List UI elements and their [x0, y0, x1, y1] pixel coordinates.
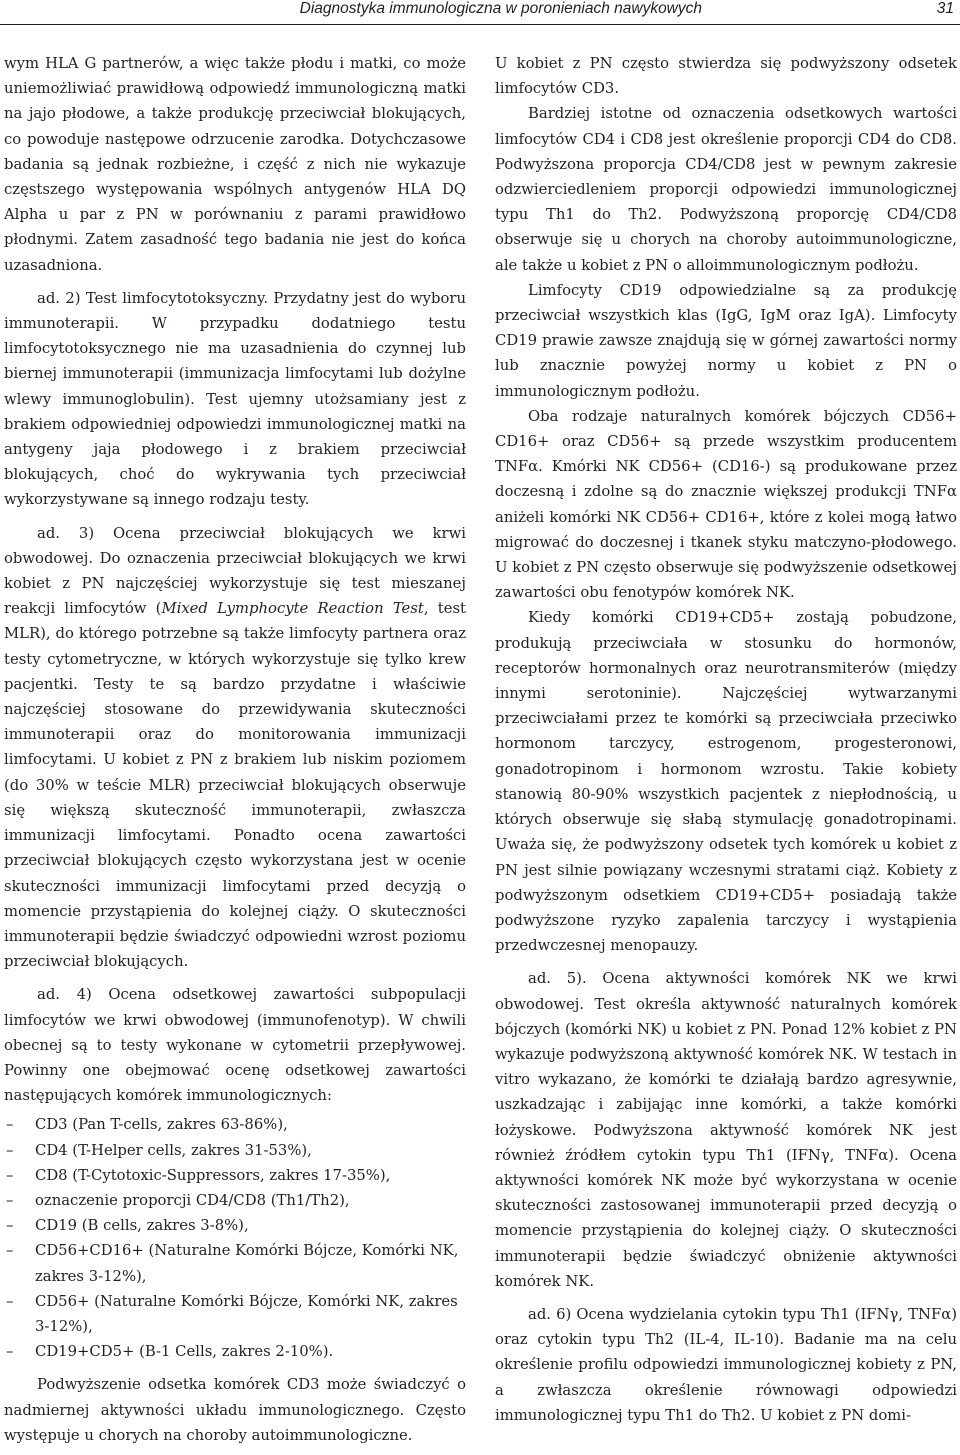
- paragraph-cytokines: ad. 6) Ocena wydzielania cytokin typu Th1 (IFNγ, TNFα) oraz cytokin typu Th2 (IL-4, IL-10). Badanie ma na celu określenie profilu odpowiedzi immunologicznej kobiety z PN, a zwłaszcza określenie równowagi odpowiedzi immunologicznej typu Th1 do Th2. U kobiet z PN domi-: [495, 1305, 957, 1424]
- paragraph-cd4-cd8: Bardziej istotne od oznaczenia odsetkowych wartości limfocytów CD4 i CD8 jest określenie proporcji CD4 do CD8. Podwyższona proporcja CD4/CD8 jest w pewnym zakresie odzwierciedleniem proporcji odpowiedzi immunologicznej typu Th1 do Th2. Podwyższoną proporcję CD4/CD8 obserwuje się u chorych na choroby autoimmunologiczne, ale także u kobiet z PN o alloimmunologicznym podłożu.: [495, 105, 957, 274]
- paragraph-cd19: Limfocyty CD19 odpowiedzialne są za produkcję przeciwciał wszystkich klas (IgG, IgM oraz IgA). Limfocyty CD19 prawie zawsze znajdują się w górnej zawartości normy lub znacznie powyżej normy u kobiet z PN o immunologicznym podłożu.: [495, 281, 957, 400]
- list-item: – CD3 (Pan T-cells, zakres 63-86%),: [4, 1112, 466, 1137]
- header-rule: [0, 24, 960, 25]
- page-number: 31: [936, 0, 954, 17]
- paragraph-cd19-cd5: Kiedy komórki CD19+CD5+ zostają pobudzone, produkują przeciwciała w stosunku do hormonów, receptorów hormonalnych oraz neurotransmiterów (między innymi serotoninie). Najczęściej wytwarzanymi przeciwciałami przez te komórki są przeciwciała przeciwko hormonom tarczycy, estrogenom, progesteronowi, gonadotropinom i hormonom wzrostu. Takie kobiety stanowią 80-90% wszystkich pacjentek z niepłodnością, u których obserwuje się słabą stymulację gonadotropinami. Uważa się, że podwyższony odsetek tych komórek u kobiet z PN jest silnie powiązany wczesnymi stratami ciąż. Kobiety z podwyższonym odsetkiem CD19+CD5+ posiadają także podwyższone ryzyko zapalenia tarczycy i wystąpienia przedwczesnej menopauzy.: [495, 609, 957, 955]
- paragraph-hla: wym HLA G partnerów, a więc także płodu i matki, co może uniemożliwiać prawidłową odpowiedź immunologiczną matki na jajo płodowe, a także produkcję przeciwciał blokujących, co powoduje następowe odrzucenie zarodka. Dotychczasowe badania są jednak rozbieżne, i część z nich nie wykazuje częstszego występowania wspólnych antygenów HLA DQ Alpha u par z PN w porównaniu z parami prawidłowo płodnymi. Zatem zasadność tego badania nie jest do końca uzasadniona.: [4, 55, 466, 274]
- paragraph-immunophenotype: ad. 4) Ocena odsetkowej zawartości subpopulacji limfocytów we krwi obwodowej (immunofenotyp). W chwili obecnej są to testy wykonane w cytometrii przepływowej. Powinny one obejmować ocenę odsetkowej zawartości następujących komórek immunologicznych:: [4, 986, 466, 1105]
- paragraph-nk-activity: ad. 5). Ocena aktywności komórek NK we krwi obwodowej. Test określa aktywność naturalnych komórek bójczych (komórki NK) u kobiet z PN. Ponad 12% kobiet z PN wykazuje podwyższoną aktywność komórek NK. W testach in vitro wykazano, że komórki te działają bardzo agresywnie, uszkadzając i zabijając inne komórki, a także komórki łożyskowe. Podwyższona aktywność komórek NK jest również źródłem cytokin typu Th1 (IFNγ, TNFα). Ocena aktywności komórek NK może być wykorzystana w ocenie skuteczności zastosowanej immunoterapii przed decyzją o momencie przystąpienia do kolejnej ciąży. O skuteczności immunoterapii będzie świadczyć obniżenie aktywności komórek NK.: [495, 970, 957, 1290]
- running-header-title: Diagnostyka immunologiczna w poronieniach nawykowych: [299, 0, 702, 17]
- paragraph-text: , test MLR), do którego potrzebne są także limfocyty partnera oraz testy cytometryczne, w których wykorzystuje się tylko krew pacjentki. Testy te są bardzo przydatne i właściwie najczęściej stosowane do przewidywania skuteczności immunoterapii oraz do monitorowania immunizacji limfocytami. U kobiet z PN z brakiem lub niskim poziomem (do 30% w teście MLR) przeciwciał blokujących obserwuje się większą skuteczność immunoterapii, zwłaszcza immunizacji limfocytami. Ponadto ocena zawartości przeciwciał blokujących często wykorzystana jest w ocenie skuteczności immunizacji limfocytami przed decyzją o momencie przystąpienia do kolejnej ciąży. O skuteczności immunoterapii będzie świadczyć odpowiedni wzrost poziomu przeciwciał blokujących.: [4, 600, 466, 971]
- italic-term: Mixed Lymphocyte Reaction Test: [161, 600, 424, 618]
- list-item: – oznaczenie proporcji CD4/CD8 (Th1/Th2),: [4, 1188, 466, 1213]
- cell-list: [4, 1112, 466, 1364]
- list-item: – CD56+ (Naturalne Komórki Bójcze, Komórki NK, zakres 3-12%),: [4, 1289, 466, 1339]
- left-column: [4, 51, 466, 1448]
- paragraph-cd3: Podwyższenie odsetka komórek CD3 może świadczyć o nadmiernej aktywności układu immunologicznego. Często występuje u chorych na choroby autoimmunologiczne.: [4, 1376, 466, 1444]
- right-column: [495, 51, 957, 1428]
- list-item: – CD8 (T-Cytotoxic-Suppressors, zakres 17-35%),: [4, 1163, 466, 1188]
- running-header: [0, 0, 960, 28]
- list-item: – CD4 (T-Helper cells, zakres 31-53%),: [4, 1138, 466, 1163]
- paragraph-blocking-antibodies: [4, 521, 466, 975]
- list-item: – CD19+CD5+ (B-1 Cells, zakres 2-10%).: [4, 1339, 466, 1364]
- list-item: – CD56+CD16+ (Naturalne Komórki Bójcze, Komórki NK, zakres 3-12%),: [4, 1238, 466, 1288]
- paragraph-cd3-continued: U kobiet z PN często stwierdza się podwyższony odsetek limfocytów CD3.: [495, 55, 957, 98]
- paragraph-lymphocytotoxic-test: ad. 2) Test limfocytotoksyczny. Przydatny jest do wyboru immunoterapii. W przypadku dodatniego testu limfocytotoksycznego nie ma uzasadnienia do czynnej lub biernej immunoterapii (immunizacja limfocytami lub dożylne wlewy immunoglobulin). Test ujemny utożsamiany jest z brakiem odpowiedniej odpowiedzi immunologicznej matki na antygeny jaja płodowego i z brakiem przeciwciał blokujących, choć do wykrywania tych przeciwciał wykorzystywane są innego rodzaju testy.: [4, 289, 466, 509]
- list-item: – CD19 (B cells, zakres 3-8%),: [4, 1213, 466, 1238]
- paragraph-nk-cells: Oba rodzaje naturalnych komórek bójczych CD56+ CD16+ oraz CD56+ są przede wszystkim producentem TNFα. Kmórki NK CD56+ (CD16-) są produkowane przez doczesną i zdolne są do znacznie większej produkcji TNFα aniżeli komórki NK CD56+ CD16+, które z kolei mogą łatwo migrować do doczesnej i tkanek styku matczyno-płodowego. U kobiet z PN często obserwuje się podwyższenie odsetkowej zawartości obu fenotypów komórek NK.: [495, 407, 957, 602]
- paragraph-text: ad. 3) Ocena przeciwciał blokujących we krwi obwodowej. Do oznaczenia przeciwciał blokujących we krwi kobiet z PN najczęściej wykorzystuje się test mieszanej reakcji limfocytów (: [4, 524, 466, 618]
